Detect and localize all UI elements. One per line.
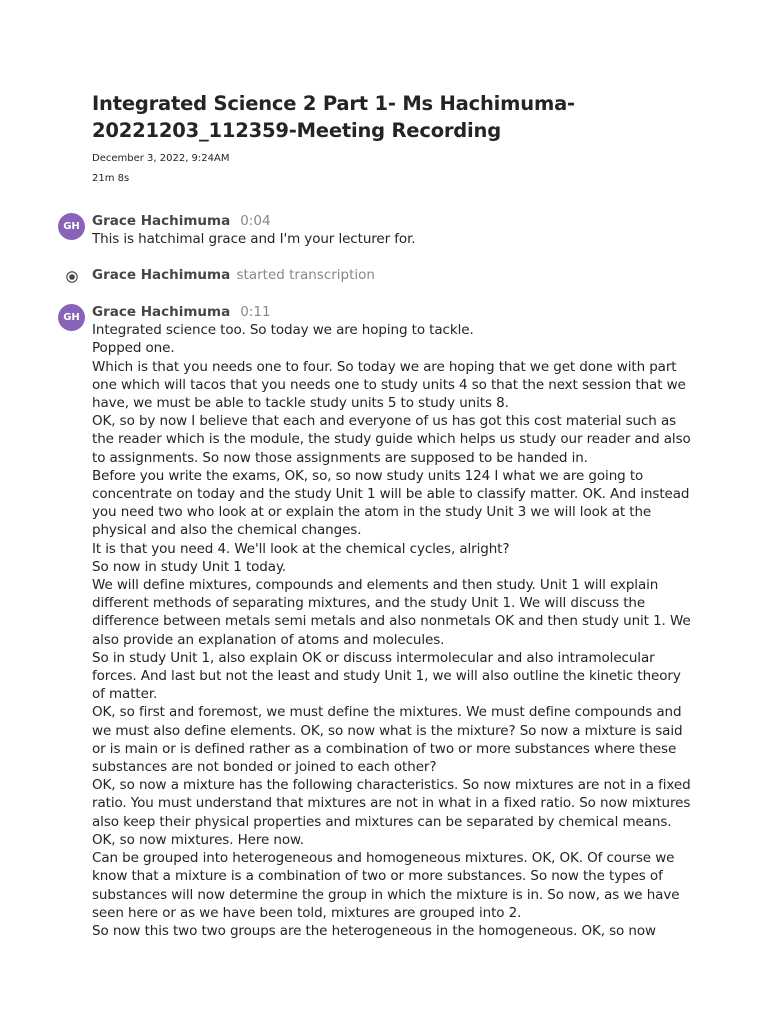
transcript-line: OK, so now a mixture has the following characteristics. So now mixtures are not in a fixed ratio. You must understand that mixtures are not in what in a fixed ratio. So now mixtures also keep their physical properties and mixtures can be separated by chemical means. OK, so now mixtures. Here now.	[92, 777, 691, 848]
transcript-entry	[63, 212, 692, 248]
transcript-line: We will define mixtures, compounds and elements and then study. Unit 1 will explain different methods of separating mixtures, and the study Unit 1. We will discuss the difference between metals semi metals and also nonmetals OK and then study unit 1. We also provide an explanation of atoms and molecules.	[92, 577, 691, 648]
transcript-line: It is that you need 4. We'll look at the chemical cycles, alright?	[92, 540, 510, 557]
speaker-line	[92, 212, 692, 230]
event-text: started transcription	[236, 267, 375, 284]
transcript-document	[63, 90, 692, 940]
speaker-line	[92, 266, 692, 284]
avatar: GH	[58, 304, 85, 331]
speaker-name: Grace Hachimuma	[92, 213, 231, 229]
timestamp[interactable]: 0:11	[240, 304, 271, 321]
transcript-event	[92, 266, 692, 284]
speaker-name: Grace Hachimuma	[92, 304, 231, 321]
speaker-name: Grace Hachimuma	[92, 267, 231, 284]
record-icon	[66, 271, 78, 283]
transcript-line: So now this two two groups are the heterogeneous in the homogeneous. OK, so now	[92, 922, 656, 939]
transcript-line: Integrated science too. So today we are hoping to tackle.	[92, 322, 474, 339]
transcript-line: This is hatchimal grace and I'm your lecturer for.	[92, 231, 416, 247]
page-title	[92, 90, 692, 144]
transcript-line: Before you write the exams, OK, so, so now study units 124 I what we are going to concentrate on today and the study Unit 1 will be able to classify matter. OK. And instead you need two who look at or explain the atom in the study Unit 3 we will look at the physical and also the chemical changes.	[92, 467, 690, 539]
speaker-line	[92, 303, 692, 321]
transcript-line: Which is that you needs one to four. So today we are hoping that we get done with part one which will tacos that you needs one to study units 4 so that the next session that we have, we must be able to tackle study units 5 to study units 8.	[92, 358, 686, 412]
transcript-line: OK, so first and foremost, we must define the mixtures. We must define compounds and we must also define elements. OK, so now what is the mixture? So now a mixture is said or is main or is defined rather as a combination of two or more substances where these substances are not bonded or joined to each other?	[92, 704, 683, 776]
avatar: GH	[58, 213, 85, 240]
title-line-2: 20221203_112359-Meeting Recording	[92, 119, 501, 142]
transcript-text	[92, 230, 692, 248]
transcript-text	[92, 321, 692, 940]
timestamp[interactable]: 0:04	[240, 213, 271, 229]
recording-date: December 3, 2022, 9:24AM	[92, 153, 230, 164]
transcript-entry	[63, 303, 692, 940]
title-line-1: Integrated Science 2 Part 1- Ms Hachimuma-	[92, 92, 575, 115]
recording-duration: 21m 8s	[92, 173, 130, 184]
transcript-line: OK, so by now I believe that each and everyone of us has got this cost material such as the reader which is the module, the study guide which helps us study our reader and also to assignments. So now those assignments are supposed to be handed in.	[92, 413, 691, 466]
transcript-line: So in study Unit 1, also explain OK or discuss intermolecular and also intramolecular forces. And last but not the least and study Unit 1, we will also outline the kinetic theory of matter.	[92, 649, 681, 703]
transcript-line: So now in study Unit 1 today.	[92, 558, 287, 575]
transcript-line: Popped one.	[92, 340, 175, 357]
transcript-line: Can be grouped into heterogeneous and homogeneous mixtures. OK, OK. Of course we know that a mixture is a combination of two or more substances. So now the types of substances will now determine the group in which the mixture is in. So now, as we have seen here or as we have been told, mixtures are grouped into 2.	[92, 850, 680, 921]
